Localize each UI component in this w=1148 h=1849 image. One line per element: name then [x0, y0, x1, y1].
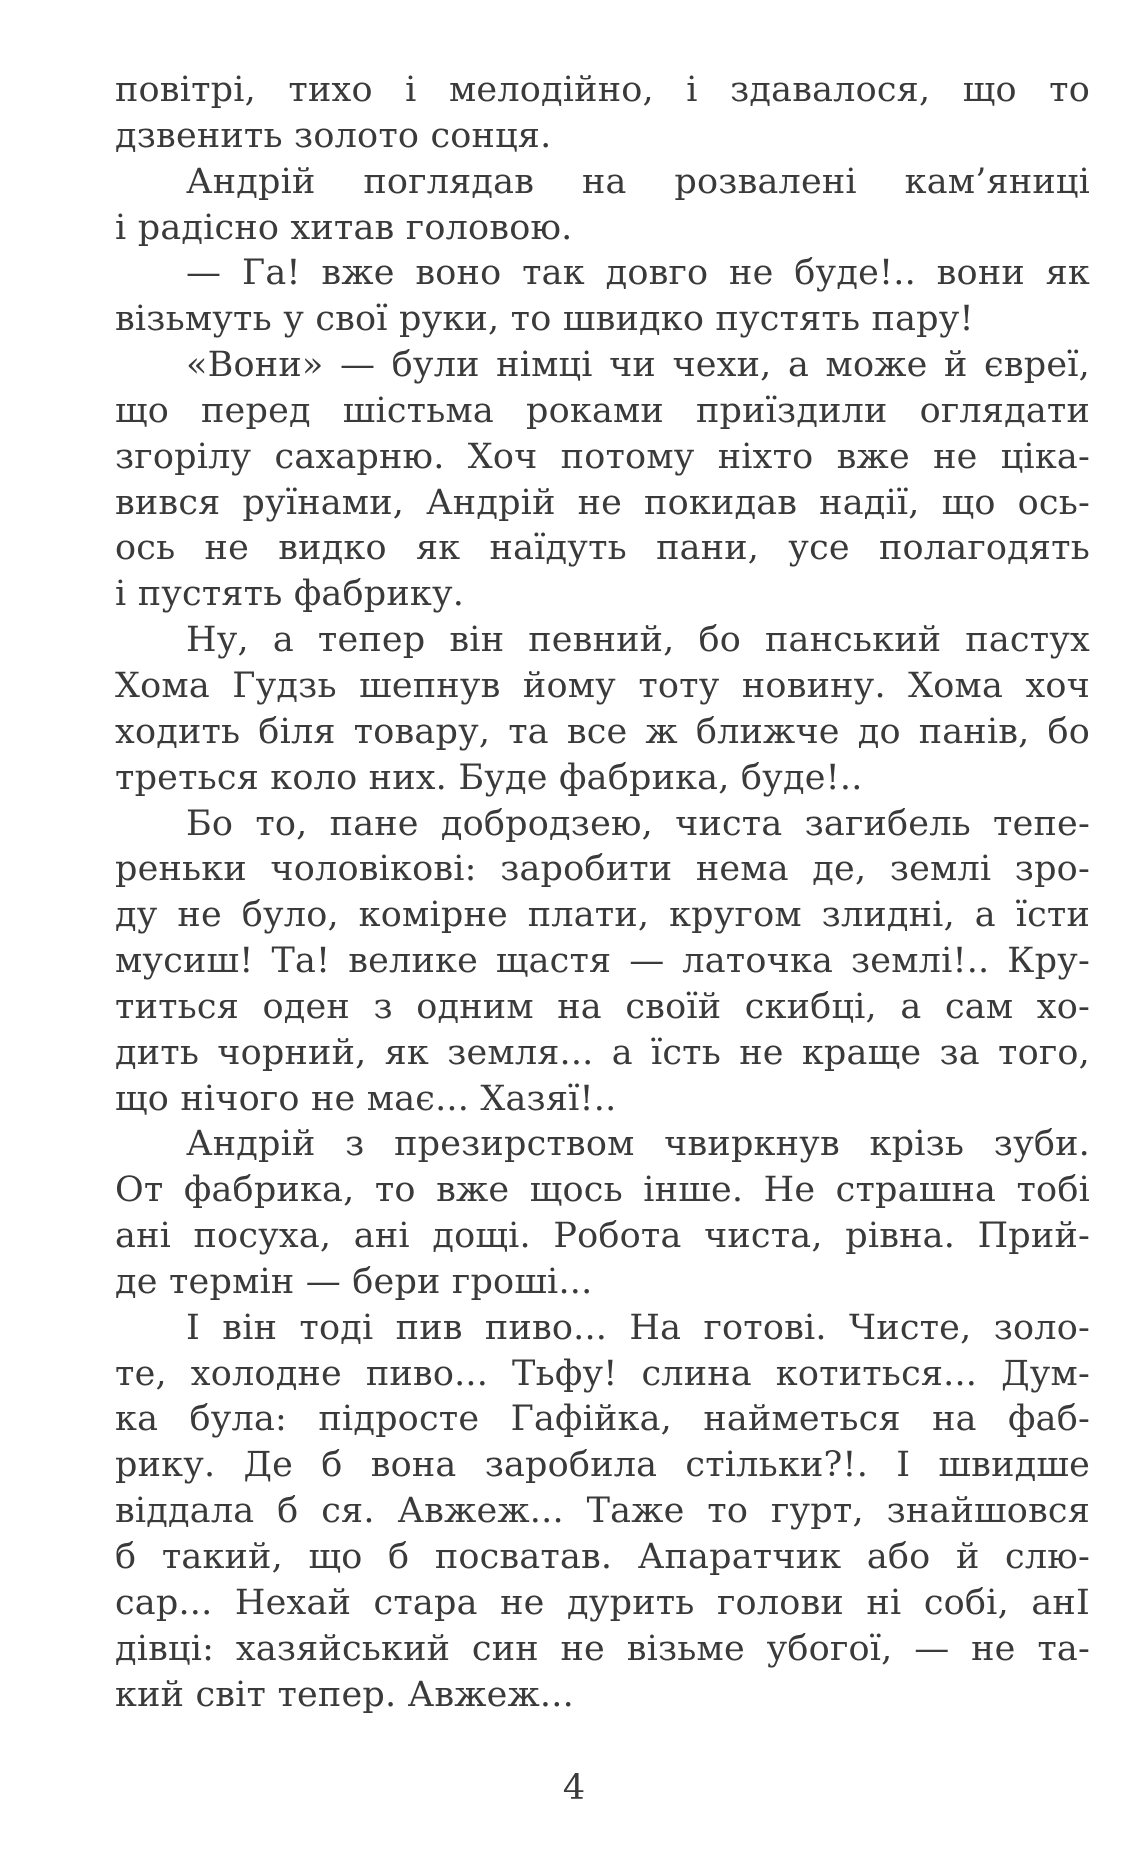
text-line: сар... Нехай стара не дурить голови ні собі, анІ: [115, 1582, 1090, 1623]
text-line: де термін — бери гроші...: [115, 1261, 593, 1302]
text-line: ходить біля товару, та все ж ближче до панів, бо: [115, 711, 1090, 752]
text-line: і радісно хитав головою.: [115, 207, 573, 248]
text-line: реньки чоловікові: заробити нема де, землі зро-: [115, 849, 1090, 890]
text-line: треться коло них. Буде фабрика, буде!..: [115, 757, 863, 798]
text-line: дзвенить золото сонця.: [115, 115, 552, 156]
text-line: І він тоді пив пиво... На готові. Чисте, золо-: [186, 1307, 1090, 1348]
text-line: візьмуть у свої руки, то швидко пустять пару!: [115, 299, 974, 340]
text-line: б такий, що б посватав. Апаратчик або й слю-: [115, 1537, 1090, 1577]
text-line: рику. Де б вона заробила стільки?!. І швидше: [115, 1445, 1090, 1486]
text-line: — Га! вже воно так довго не буде!.. вони як: [186, 253, 1090, 294]
text-line: повітрі, тихо і мелодійно, і здавалося, що то: [115, 70, 1090, 110]
text-line: Бо то, пане добродзею, чиста загибель тепе-: [186, 803, 1090, 844]
text-line: Андрій з презирством чвиркнув крізь зуби.: [186, 1124, 1090, 1165]
text-line: ду не було, комірне плати, кругом злидні, а їсти: [115, 895, 1090, 936]
text-line: згорілу сахарню. Хоч потому ніхто вже не ціка-: [115, 436, 1090, 477]
text-line: кий світ тепер. Авжеж...: [115, 1674, 574, 1715]
text-line: що нічого не має... Хазяї!..: [115, 1078, 617, 1119]
text-line: ось не видко як наїдуть пани, усе полагодять: [115, 528, 1090, 569]
text-line: і пустять фабрику.: [115, 574, 465, 615]
text-line: ані посуха, ані дощі. Робота чиста, рівна. Прий-: [115, 1216, 1090, 1257]
text-line: титься оден з одним на своїй скибці, а сам хо-: [115, 986, 1090, 1027]
text-line: Ну, а тепер він певний, бо панський пастух: [186, 620, 1090, 661]
body-text: [115, 68, 1090, 1718]
text-line: що перед шістьма роками приїздили оглядати: [115, 390, 1090, 431]
text-line: От фабрика, то вже щось інше. Не страшна тобі: [115, 1170, 1090, 1211]
page-number: 4: [562, 1768, 586, 1808]
text-line: дівці: хазяйський син не візьме убогої, — не та-: [115, 1628, 1090, 1669]
text-line: Андрій поглядав на розвалені кам’яниці: [186, 161, 1090, 202]
text-line: віддала б ся. Авжеж... Таже то гурт, знайшовся: [115, 1491, 1090, 1532]
text-line: Хома Гудзь шепнув йому тоту новину. Хома хоч: [115, 665, 1090, 706]
text-line: мусиш! Та! велике щастя — латочка землі!.. Кру-: [115, 941, 1090, 982]
text-line: вився руїнами, Андрій не покидав надії, що ось-: [115, 482, 1090, 523]
text-line: те, холодне пиво... Тьфу! слина котиться... Дум-: [115, 1353, 1090, 1394]
text-line: дить чорний, як земля... а їсть не краще за того,: [115, 1032, 1090, 1073]
text-line: ка була: підросте Гафійка, найметься на фаб-: [115, 1399, 1090, 1440]
text-line: «Вони» — були німці чи чехи, а може й євреї,: [186, 345, 1090, 386]
